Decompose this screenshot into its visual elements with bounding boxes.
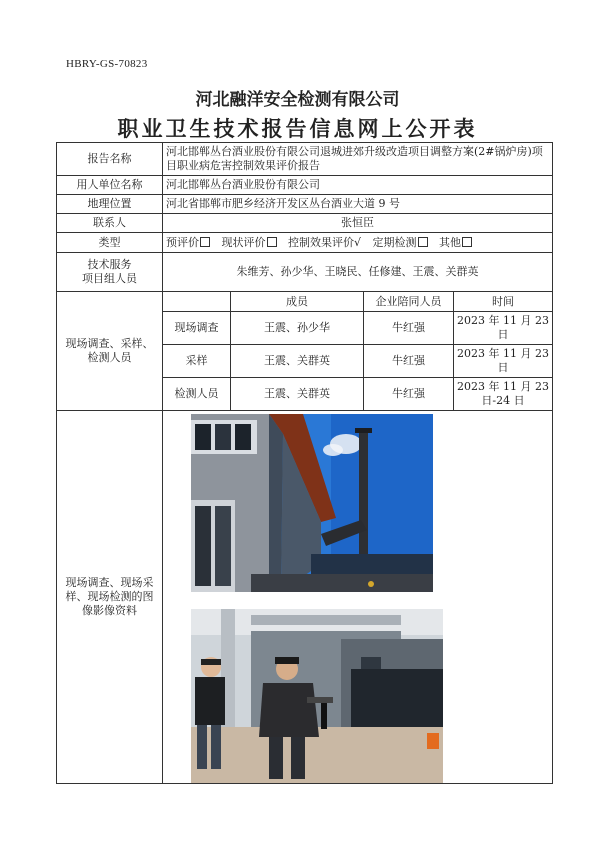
location-label: 地理位置 [57,195,163,214]
type-options [163,233,553,253]
type-option-other: 其他 [439,236,480,249]
company-staff-header: 企业陪同人员 [364,292,454,312]
time-cell: 2023 年 11 月 23 日 [454,312,553,345]
employer-label: 用人单位名称 [57,176,163,195]
images-cell [163,411,553,784]
staff-cell: 牛红强 [364,312,454,345]
members-cell: 王震、关群英 [231,378,364,411]
company-name: 河北融洋安全检测有限公司 [195,90,400,110]
time-cell: 2023 年 11 月 23 日 [454,345,553,378]
type-option-control: 控制效果评价√ [288,235,362,249]
time-header: 时间 [454,292,553,312]
site-photo-chimney [191,414,433,592]
type-option-pre: 预评价 [166,236,218,249]
staff-cell: 牛红强 [364,345,454,378]
team-label: 技术服务 项目组人员 [57,253,163,292]
members-cell: 王震、关群英 [231,345,364,378]
time-cell: 2023 年 11 月 23 日-24 日 [454,378,553,411]
type-label: 类型 [57,233,163,253]
task-cell: 检测人员 [163,378,231,411]
location-value: 河北省邯郸市肥乡经济开发区丛台酒业大道 9 号 [163,195,553,214]
survey-label: 现场调查、采样、检测人员 [57,292,163,411]
checkbox-icon [267,237,277,247]
report-name-label: 报告名称 [57,143,163,176]
task-cell: 现场调查 [163,312,231,345]
row-type [57,233,553,253]
row-location [57,195,553,214]
disclosure-table [56,142,553,784]
site-photo-inspection [191,609,443,783]
members-cell: 王震、孙少华 [231,312,364,345]
row-report-name [57,143,553,176]
row-team [57,253,553,292]
survey-header-row [57,292,553,312]
type-option-status: 现状评价 [222,236,285,249]
inspection-photo-image [191,609,443,783]
checkbox-icon [418,237,428,247]
images-label: 现场调查、现场采样、现场检测的图像影像资料 [57,411,163,784]
contact-value: 张恒臣 [163,214,553,233]
chimney-photo-image [191,414,433,592]
staff-cell: 牛红强 [364,378,454,411]
task-cell: 采样 [163,345,231,378]
survey-header-blank [163,292,231,312]
row-contact [57,214,553,233]
report-name-value: 河北邯郸丛台酒业股份有限公司退城进郊升级改造项目调整方案(2#锅炉房)项目职业病危害控制效果评价报告 [163,143,553,176]
form-title: 职业卫生技术报告信息网上公开表 [117,116,478,141]
checkbox-icon [200,237,210,247]
checkbox-icon [462,237,472,247]
checkmark-icon: √ [354,235,362,249]
type-option-periodic: 定期检测 [373,236,436,249]
employer-value: 河北邯郸丛台酒业股份有限公司 [163,176,553,195]
row-employer [57,176,553,195]
members-header: 成员 [231,292,364,312]
row-images [57,411,553,784]
document-code: HBRY-GS-70823 [66,58,148,70]
team-value: 朱维芳、孙少华、王晓民、任修建、王震、关群英 [163,253,553,292]
contact-label: 联系人 [57,214,163,233]
